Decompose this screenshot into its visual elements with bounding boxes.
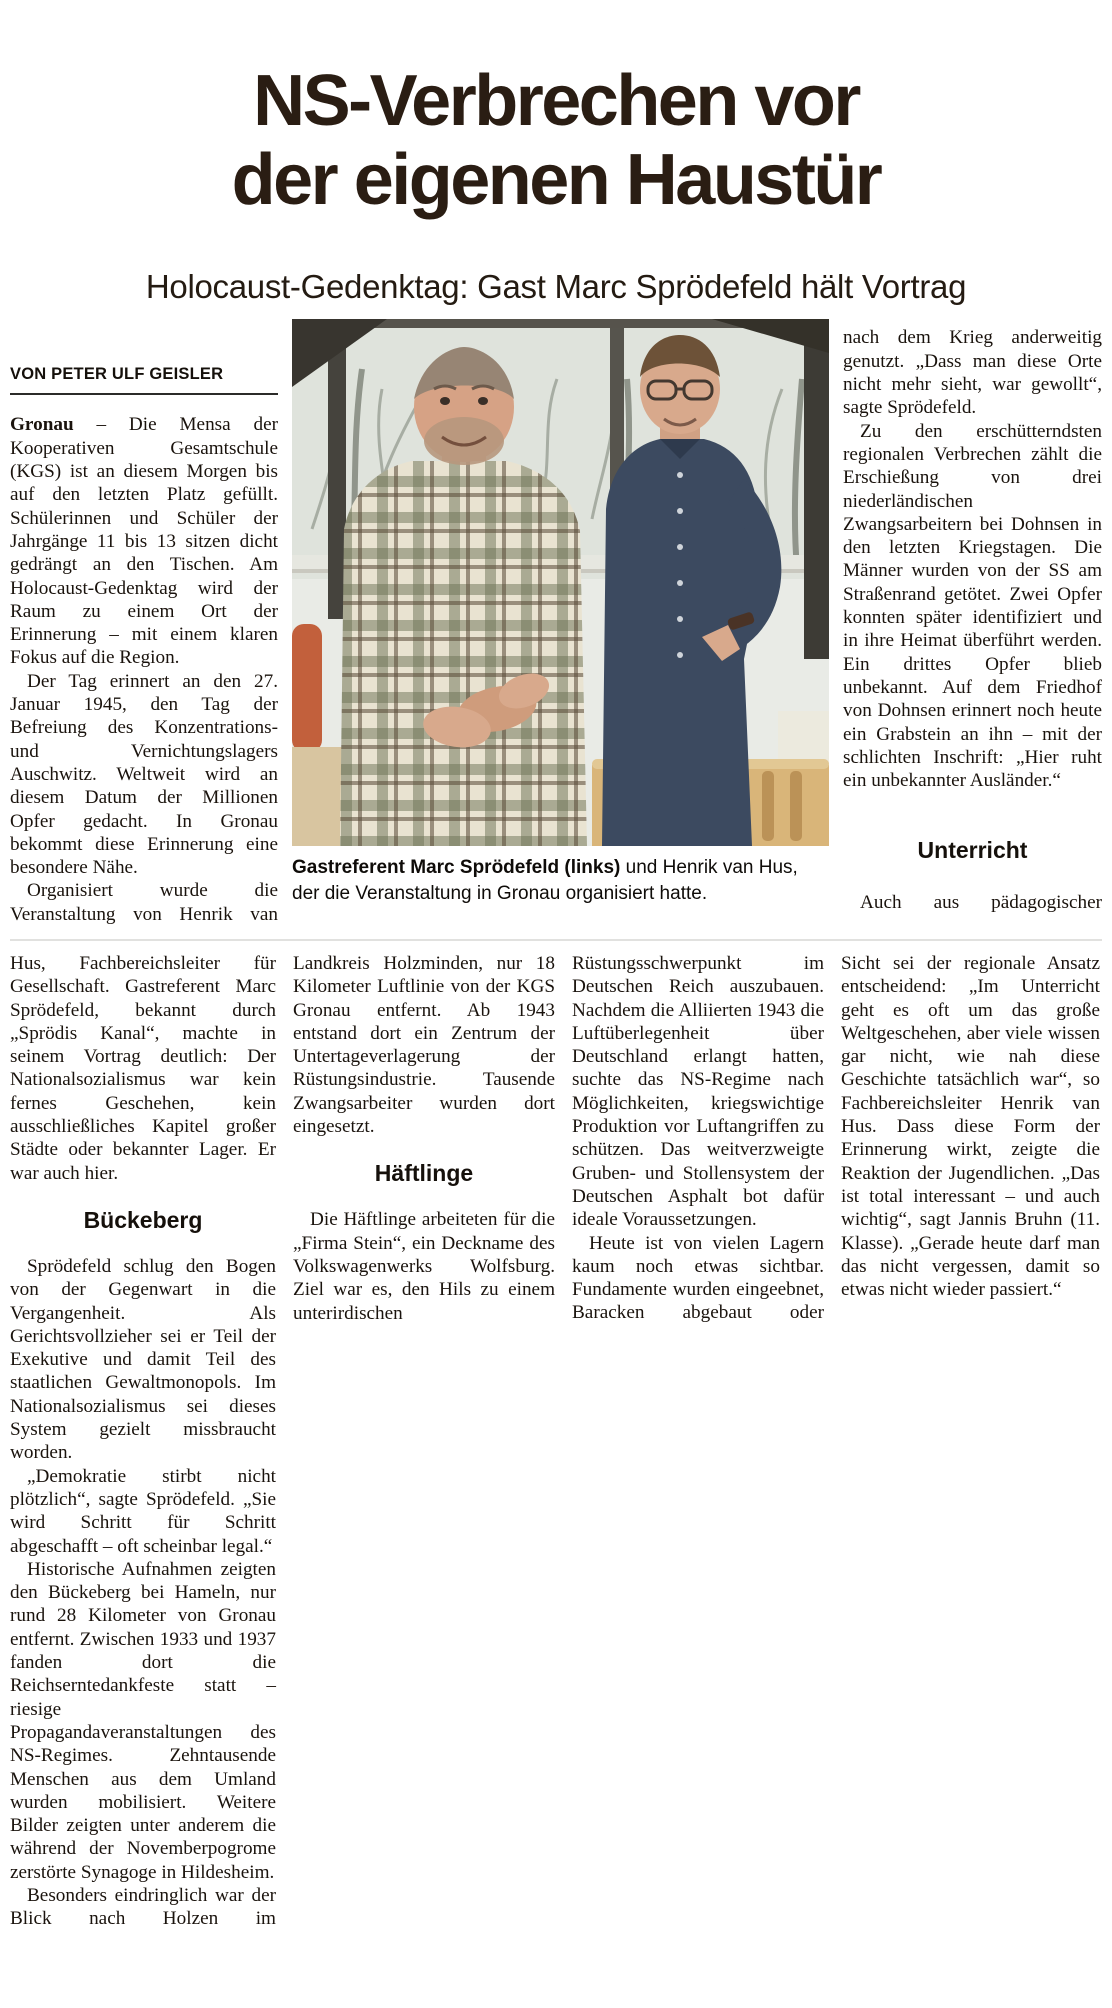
section-heading-unterricht: Unterricht: [917, 837, 1028, 864]
page-title: [10, 48, 1102, 220]
paragraph: Auch aus pädagogischer: [860, 892, 1102, 914]
section-heading-haeftlinge: Häftlinge: [374, 1160, 474, 1187]
bottom-column-1: [10, 952, 276, 1931]
photo-caption-rest: und Henrik van Hus, der die Veranstaltung in Gronau organisiert hatte.: [292, 857, 798, 904]
lead-location: Gronau: [10, 414, 74, 436]
section-heading-bueckeberg: Bückeberg: [83, 1206, 203, 1233]
paragraph: Die Häftlinge arbeiteten für die „Firma Stein“, ein Deckname des Volkswagenwerks Wolfsburg. Ziel war es, den Hils zu einem unterirdischen: [293, 1209, 555, 1324]
photo-caption-bold: Gastreferent Marc Sprödefeld (links): [292, 857, 621, 879]
column-left-text: [10, 413, 278, 926]
bottom-column-3: [572, 952, 824, 1931]
headline-line-1: NS-Verbrechen vor: [253, 61, 859, 142]
paragraph: Sprödefeld schlug den Bogen von der Gegenwart in die Vergangenheit. Als Gerichtsvollzieher sei er Teil der Exekutive und damit Teil des staatlichen Gewaltmonopols. Im Nationalsozialismus sei dieses System gezielt missbraucht worden.: [10, 1255, 276, 1464]
paragraph: Zu den erschütterndsten regionalen Verbrechen zählt die Erschießung von drei niederländischen Zwangsarbeitern bei Dohnsen in den letzten Kriegstagen. Die Männer wurden von der SS am Straßenrand getötet. Zwei Opfer konnten später identifiziert und in ihre Heimat überführt werden. Ein drittes Opfer blieb unbekannt. Auf dem Friedhof von Dohnsen erinnert noch heute ein Grabstein an ihn – mit der schlichten Inschrift: „Hier ruht ein unbekannter Ausländer.“: [843, 420, 1102, 792]
subheadline: Holocaust-Gedenktag: Gast Marc Sprödefeld hält Vortrag: [145, 268, 967, 306]
paragraph: Landkreis Holzminden, nur 18 Kilometer Luftlinie von der KGS Gronau entfernt. Ab 1943 entstand dort ein Zentrum der Untertageverlagerung der Rüstungsindustrie. Tausende Zwangsarbeiter wurden dort eingesetzt.: [293, 953, 555, 1138]
column-right-text: [843, 326, 1102, 792]
bottom-column-4: [841, 952, 1100, 1931]
article-photo-figure: [292, 319, 829, 926]
column-left: [10, 319, 278, 926]
byline: VON PETER ULF GEISLER: [10, 365, 278, 395]
paragraph: Der Tag erinnert an den 27. Januar 1945, den Tag der Befreiung des Konzentrations- und Vernichtungslagers Auschwitz. Weltweit wird an diesem Datum der Millionen Opfer gedacht. In Gronau bekommt diese Erinnerung eine besondere Nähe.: [10, 670, 278, 879]
paragraph: Sicht sei der regionale Ansatz entscheidend: „Im Unterricht geht es oft um das große Weltgeschehen, aber viele wissen gar nicht, wie nah diese Geschichte tatsächlich war“, so Fachbereichsleiter Henrik van Hus. Dass diese Form der Erinnerung wirkt, zeigte die Reaktion der Jugendlichen. „Das ist total interessant – und auch wichtig“, sagt Jannis Bruhn (11. Klasse). „Gerade heute darf man das nicht vergessen, damit so etwas nicht wieder passiert.“: [841, 953, 1100, 1301]
paragraph: Organisiert wurde die Veranstaltung von Henrik van: [10, 880, 278, 925]
photo-caption: [292, 855, 829, 906]
paragraph: Heute ist von vielen Lagern kaum noch etwas sichtbar. Fundamente wurden eingeebnet, Baracken abgebaut oder: [572, 1232, 824, 1324]
paragraph: Gronau – Die Mensa der Kooperativen Gesamtschule (KGS) ist an diesem Morgen bis auf den letzten Platz gefüllt. Schülerinnen und Schüler der Jahrgänge 11 bis 13 sitzen dicht gedrängt an den Tischen. Am Holocaust-Gedenktag wird der Raum zu einem Ort der Erinnerung – mit einem klaren Fokus auf die Region.: [10, 414, 278, 669]
bottom-column-2: [293, 952, 555, 1931]
paragraph: Besonders eindringlich war der Blick nach Holzen im: [10, 1884, 276, 1930]
section-divider: [10, 939, 1102, 941]
top-section: [10, 319, 1102, 926]
paragraph: nach dem Krieg anderweitig genutzt. „Dass man diese Orte nicht mehr sieht, war gewollt“, sagte Sprödefeld.: [843, 327, 1102, 419]
article-photo: [292, 319, 829, 846]
paragraph: Hus, Fachbereichsleiter für Gesellschaft. Gastreferent Marc Sprödefeld, bekannt durch „Sprödis Kanal“, machte in seinem Vortrag deutlich: Der Nationalsozialismus war kein fernes Geschehen, kein ausschließliches Kapitel großer Städte oder bekannter Lager. Er war auch hier.: [10, 953, 276, 1184]
paragraph: Rüstungsschwerpunkt im Deutschen Reich auszubauen. Nachdem die Alliierten 1943 die Luftüberlegenheit über Deutschland erlangt hatten, suchte das NS-Regime nach Möglichkeiten, kriegswichtige Produktion vor Luftangriffen zu schützen. Das weitverzweigte Gruben- und Stollensystem der Deutschen Asphalt bot dafür ideale Voraussetzungen.: [572, 953, 824, 1231]
headline-line-2: der eigenen Haustür: [231, 140, 881, 221]
column-right: [843, 319, 1102, 926]
paragraph: „Demokratie stirbt nicht plötzlich“, sagte Sprödefeld. „Sie wird Schritt für Schritt abgeschafft – oft scheinbar legal.“: [10, 1465, 276, 1557]
bottom-section: [10, 952, 1102, 1931]
paragraph: Historische Aufnahmen zeigten den Bückeberg bei Hameln, nur rund 28 Kilometer von Gronau entfernt. Zwischen 1933 und 1937 fanden dort die Reichserntedankfeste statt – riesige Propagandaveranstaltungen des NS-Regimes. Zehntausende Menschen aus dem Umland wurden mobilisiert. Weitere Bilder zeigten unter anderem die während der Novemberpogrome zerstörte Synagoge in Hildesheim.: [10, 1558, 276, 1883]
newspaper-page: [10, 48, 1102, 1930]
byline-block: [10, 319, 278, 395]
